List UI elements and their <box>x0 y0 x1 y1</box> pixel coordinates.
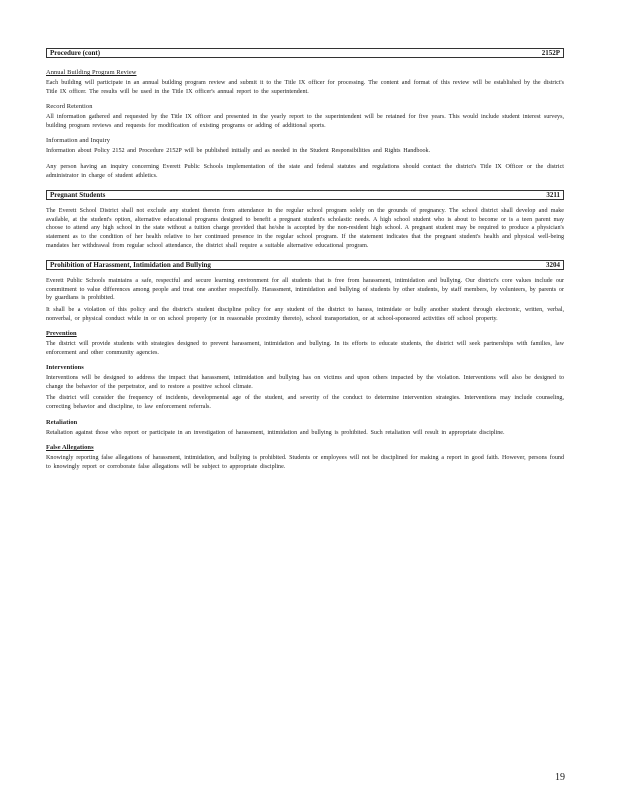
subheading-false-allegations: False Allegations <box>46 444 94 452</box>
document-page <box>46 48 564 471</box>
section-code: 2152P <box>541 49 560 57</box>
paragraph-inquiry: Any person having an inquiry concerning Everett Public Schools implementation of the state and federal statutes and regulations should contact the district's Title IX Officer or the district administrator in charge of student athletics. <box>46 163 564 179</box>
paragraph-record-retention: All information gathered and requested by the Title IX officer and presented in the yearly report to the superintendent will be retained for five years. This would include student interest surveys, building program reviews and requests for modification of existing programs or adding of additional sports. <box>46 114 564 129</box>
section-title: Procedure (cont) <box>50 49 101 57</box>
section-header-procedure <box>46 48 564 58</box>
paragraph-annual-review: Each building will participate in an annual building program review and submit it to the Title IX officer for processing. The content and format of this review will be established by the district's Title IX officer. The results will be used in the Title IX officer's annual report to the superintendent. <box>46 80 564 95</box>
subheading-information-inquiry: Information and Inquiry <box>46 137 111 145</box>
section-header-harassment <box>46 260 564 270</box>
subheading-interventions: Interventions <box>46 364 84 372</box>
paragraph-harassment-violation: It shall be a violation of this policy and the district's student discipline policy for any student of the district to harass, intimidate or bully another student through electronic, written, verbal, nonverbal, or physical conduct while in or on school property (or in reasonable proximity thereto), school transportation, or at school-sponsored activities off school property. <box>46 306 564 322</box>
paragraph-prevention: The district will provide students with strategies designed to prevent harassment, intimidation and bullying. In its efforts to educate students, the district will seek partnerships with families, law enforcement and other community agencies. <box>46 341 564 356</box>
subheading-prevention: Prevention <box>46 330 77 338</box>
section-code: 3211 <box>546 191 560 200</box>
paragraph-interventions-1: Interventions will be designed to address the impact that harassment, intimidation and bullying has on victims and upon others impacted by the violation. Interventions will also be designed to change the behavior of the perpetrator, and to restore a positive school climate. <box>46 375 564 390</box>
paragraph-pregnant-students: The Everett School District shall not exclude any student therein from attendance in the regular school program solely on the grounds of pregnancy. The school district shall develop and make available, at the student's option, alternative educational programs designed to benefit a pregnant student's scholastic needs. A high school student who is about to become or is a teen parent may choose to attend any high school in the state without a tuition charge provided that he/she is accepted by the non-resident high school. A pregnant student may be required to produce a physician's statement as to the condition of her health relative to her continued presence in the regular school program. If the statement indicates that the pregnant student's health and physical well-being mandates her withdrawal from regular school attendance, the district shall require a suitable alternative educational program. <box>46 208 564 249</box>
section-header-pregnant-students <box>46 190 564 200</box>
subheading-retaliation: Retaliation <box>46 418 78 426</box>
section-code: 3204 <box>546 261 560 270</box>
subheading-annual-review: Annual Building Program Review <box>46 69 137 76</box>
section-title: Pregnant Students <box>50 191 106 200</box>
subheading-record-retention: Record Retention <box>46 103 93 111</box>
paragraph-false-allegations: Knowingly reporting false allegations of harassment, intimidation, and bullying is prohibited. Students or employees will not be disciplined for making a report in good faith. However, persons found to knowingly report or corroborate false allegations will be subject to appropriate discipline. <box>46 455 564 470</box>
page-number: 19 <box>555 772 565 783</box>
section-title: Prohibition of Harassment, Intimidation and Bullying <box>50 261 211 270</box>
paragraph-information: Information about Policy 2152 and Procedure 2152P will be published initially and as needed in the Student Responsibilities and Rights Handbook. <box>46 148 431 155</box>
paragraph-interventions-2: The district will consider the frequency of incidents, developmental age of the student, and severity of the conduct to determine intervention strategies. Interventions may include counseling, correcting behavior and discipline, to law enforcement referrals. <box>46 395 564 411</box>
paragraph-harassment-intro: Everett Public Schools maintains a safe, respectful and secure learning environment for all students that is free from harassment, intimidation and bullying. Our district's core values include our commitment to value differences among people and treat one another respectfully. Harassment, intimidation and bullying of students by other students, by staff members, by volunteers, by parents or by guardians is prohibited. <box>46 278 564 302</box>
paragraph-retaliation: Retaliation against those who report or participate in an investigation of harassment, intimidation and bullying is prohibited. Such retaliation will result in appropriate discipline. <box>46 429 505 436</box>
